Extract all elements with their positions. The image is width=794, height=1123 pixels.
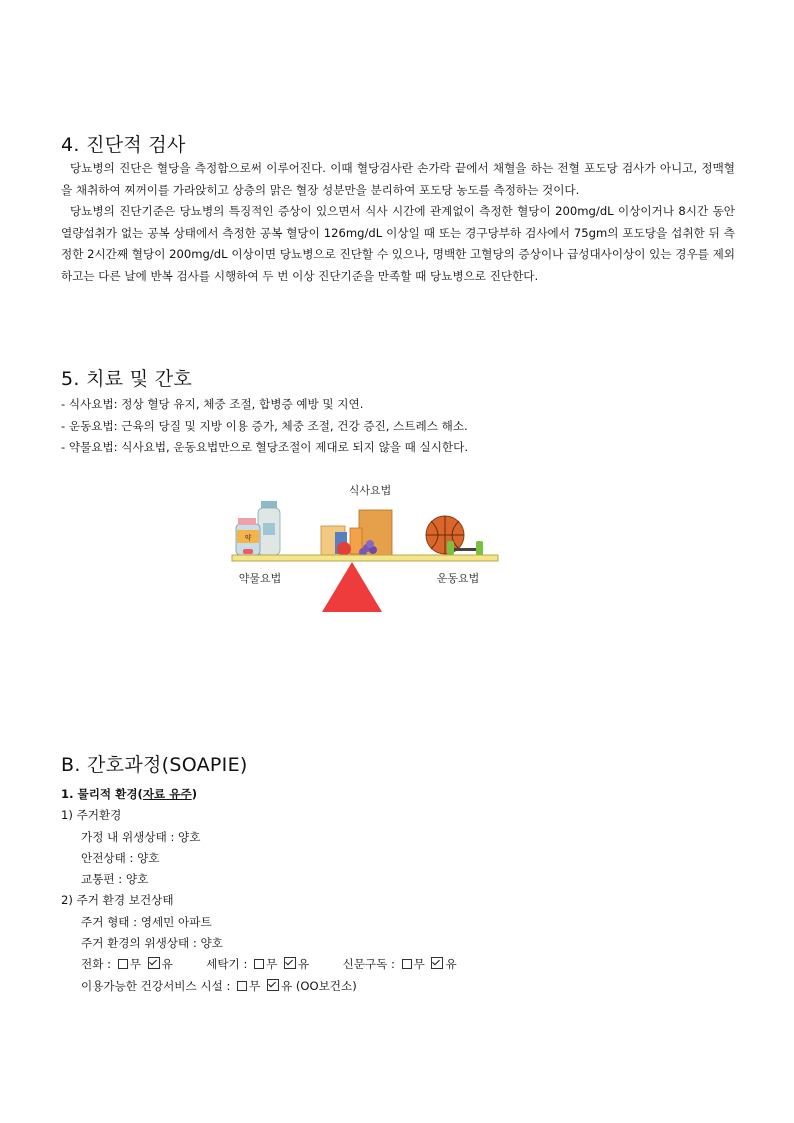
newspaper-yes-checkbox[interactable] (431, 957, 443, 969)
exercise-therapy-label: 운동요법 (436, 572, 480, 585)
section-5-heading: 5. 치료 및 간호 (61, 368, 193, 390)
treatment-item-exercise: - 운동요법: 근육의 당질 및 지방 이용 증가, 체중 조절, 건강 증진, 스트레스 해소. (61, 418, 468, 433)
health-no-checkbox[interactable] (237, 981, 247, 991)
bottle-label: 약 (244, 534, 252, 542)
phone-no-checkbox[interactable] (118, 959, 128, 969)
food-icon (321, 510, 392, 556)
section-4-paragraph-1: 당뇨병의 진단은 혈당을 측정함으로써 이루어진다. 이때 혈당검사란 손가락 끝에서 채혈을 하는 전혈 포도당 검사가 아니고, 정맥혈을 채취하여 찌꺼이를 가라앉히고 상층의 맑은 혈장 성분만을 분리하여 포도당 농도를 측정하는 것이다. (61, 161, 735, 197)
newspaper-no-label: 무 (413, 957, 425, 972)
section-4-paragraph-2: 당뇨병의 진단기준은 당뇨병의 특징적인 증상이 있으면서 식사 시간에 관계없이 측정한 혈당이 200mg/dL 이상이거나 8시간 동안 열량섭취가 없는 공복 상태에서 측정한 공복 혈당이 126mg/dL 이상일 때 또는 경구당부하 검사에서 75gm의 포도당을 섭취한 뒤 측정한 2시간째 혈당이 200mg/dL 이상이면 당뇨병으로 진단할 수 있으나, 명백한 고혈당의 증상이나 급성대사이상이 있는 경우를 제외하고는 다른 날에 반복 검사를 시행하여 두 번 이상 진단기준을 만족할 때 당뇨병으로 진단한다. (61, 204, 735, 283)
treatment-item-medication: - 약물요법: 식사요법, 운동요법만으로 혈당조절이 제대로 되지 않을 때 실시한다. (61, 440, 469, 454)
environment-hygiene: 주거 환경의 위생상태 : 양호 (81, 936, 223, 951)
section-b-heading: B. 간호과정(SOAPIE) (61, 754, 248, 776)
phone-yes-label: 유 (161, 957, 173, 972)
newspaper-yes-label: 유 (445, 957, 457, 972)
therapy-balance-illustration (222, 478, 512, 628)
phone-label: 전화 : (81, 957, 111, 972)
health-services-label: 이용가능한 건강서비스 시설 : (81, 978, 231, 993)
health-yes-label: 유 (280, 978, 293, 993)
washer-label: 세탁기 : (206, 957, 248, 972)
section-4-body (61, 158, 735, 287)
transportation: 교통편 : 양호 (81, 872, 149, 887)
washer-yes-checkbox[interactable] (284, 957, 296, 969)
physical-environment-prefix: 1. 물리적 환경( (61, 787, 143, 801)
physical-environment-heading (61, 784, 741, 805)
exercise-equipment-icon (426, 516, 483, 555)
health-no-label: 무 (249, 978, 261, 993)
health-services-note: (OO보건소) (295, 978, 357, 993)
balance-plank (232, 555, 498, 561)
housing-type: 주거 형태 : 영세민 아파트 (81, 914, 212, 929)
treatment-list (61, 394, 741, 459)
diet-therapy-label: 식사요법 (348, 484, 392, 497)
newspaper-label: 신문구독 : (342, 957, 395, 972)
health-yes-checkbox[interactable] (267, 979, 279, 991)
phone-no-label: 무 (129, 957, 141, 972)
physical-environment-underline: 자료 유주 (142, 787, 192, 801)
safety-status: 안전상태 : 양호 (81, 850, 160, 865)
treatment-item-diet: - 식사요법: 정상 혈당 유지, 체중 조절, 합병증 예방 및 지연. (61, 397, 364, 411)
section-4-heading: 4. 진단적 검사 (61, 134, 186, 156)
washer-no-label: 무 (266, 957, 278, 972)
housing-environment-title: 1) 주거환경 (61, 808, 122, 823)
washer-yes-label: 유 (297, 957, 310, 972)
health-services-row (61, 976, 741, 997)
medication-therapy-label: 약물요법 (238, 572, 282, 585)
housing-health-title: 2) 주거 환경 보건상태 (61, 893, 174, 908)
phone-yes-checkbox[interactable] (148, 957, 160, 969)
washer-no-checkbox[interactable] (254, 959, 264, 969)
soapie-content (61, 784, 741, 997)
physical-environment-suffix: ) (191, 787, 197, 801)
housing-hygiene: 가정 내 위생상태 : 양호 (81, 829, 201, 844)
amenities-row (61, 954, 741, 975)
newspaper-no-checkbox[interactable] (402, 959, 412, 969)
medication-bottles-icon (236, 501, 280, 555)
balance-fulcrum (322, 562, 382, 612)
